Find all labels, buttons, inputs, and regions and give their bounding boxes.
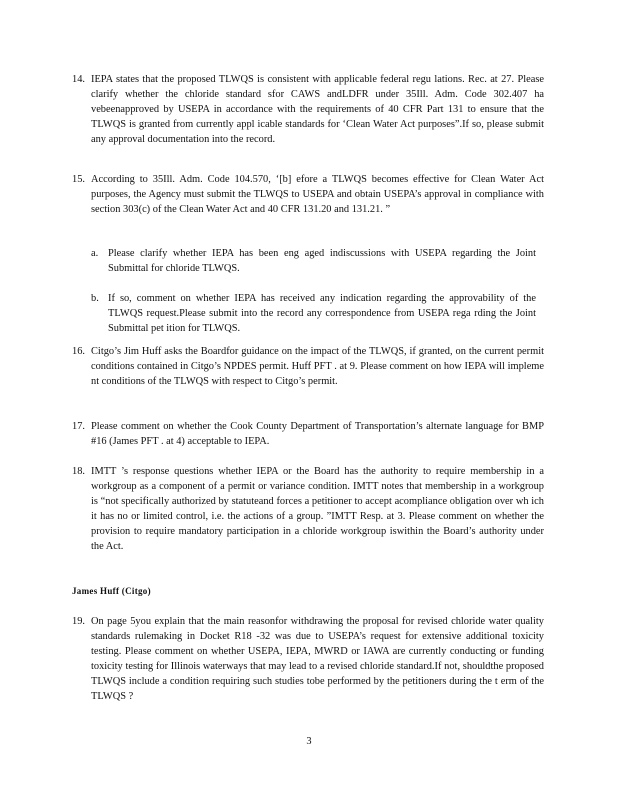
question-18 — [72, 464, 544, 554]
question-text: IEPA states that the proposed TLWQS is consistent with applicable federal regu lations. Rec. at 27. Please clarify whether the chloride standard sfor CAWS andLDFR under 35Ill. Adm. Code 302.407 ha vebeenapproved by USEPA in accordance with the requirements of 40 CFR Part 131 to ensure that the TLWQS is granted from currently appl icable standards for ‘Clean Water Act purposes”.If so, please submit any approval documentation into the record. — [91, 74, 544, 145]
question-number: 19. — [72, 616, 85, 627]
section-heading: James Huff (Citgo) — [72, 586, 151, 596]
subitem-text: Please clarify whether IEPA has been eng aged indiscussions with USEPA regarding the Joint Submittal for chloride TLWQS. — [108, 248, 536, 274]
page-number: 3 — [306, 736, 312, 747]
question-15 — [72, 172, 544, 217]
question-number: 18. — [72, 466, 85, 477]
question-number: 17. — [72, 421, 85, 432]
question-15-subitem-b — [91, 291, 536, 336]
subitem-letter: b. — [91, 293, 99, 304]
question-text: Please comment on whether the Cook County Department of Transportation’s alternate language for BMP #16 (James PFT . at 4) acceptable to IEPA. — [91, 421, 544, 447]
question-number: 15. — [72, 174, 85, 185]
subitem-text: If so, comment on whether IEPA has received any indication regarding the approvability of the TLWQS request.Please submit into the record any correspondence from USEPA rega rding the Joint Submittal pet ition for TLWQS. — [108, 293, 536, 334]
question-text: According to 35Ill. Adm. Code 104.570, ‘[b] efore a TLWQS becomes effective for Clean Water Act purposes, the Agency must submit the TLWQS to USEPA and obtain USEPA’s approval in compliance with section 303(c) of the Clean Water Act and 40 CFR 131.20 and 131.21. ” — [91, 174, 544, 215]
question-number: 14. — [72, 74, 85, 85]
subitem-letter: a. — [91, 248, 99, 259]
question-17 — [72, 419, 544, 449]
question-19 — [72, 614, 544, 704]
question-number: 16. — [72, 346, 85, 357]
question-text: On page 5you explain that the main reasonfor withdrawing the proposal for revised chloride water quality standards rulemaking in Docket R18 -32 was due to USEPA’s request for extensive additional toxicity testing. Please comment on whether USEPA, IEPA, MWRD or IAWA are currently conducting or funding toxicity testing for Illinois waterways that may lead to a revised chloride standard.If not, shouldthe proposed TLWQS include a condition requiring such studies tobe performed by the petitioners during the t erm of the TLWQS ? — [91, 616, 544, 702]
question-14 — [72, 72, 544, 147]
question-15-subitem-a — [91, 246, 536, 276]
question-text: IMTT ’s response questions whether IEPA or the Board has the authority to require membership in a workgroup as a component of a permit or variance condition. IMTT notes that membership in a workgroup is “not specifically authorized by statuteand forces a petitioner to accept acompliance obligation over wh ich it has no or limited control, i.e. the actions of a group. ”IMTT Resp. at 3. Please comment on whether the provision to require mandatory participation in a chloride workgroup iswithin the Board’s authority under the Act. — [91, 466, 544, 552]
question-text: Citgo’s Jim Huff asks the Boardfor guidance on the impact of the TLWQS, if granted, on the current permit conditions contained in Citgo’s NPDES permit. Huff PFT . at 9. Please comment on how IEPA will impleme nt conditions of the TLWQS with respect to Citgo’s permit. — [91, 346, 544, 387]
question-16 — [72, 344, 544, 389]
